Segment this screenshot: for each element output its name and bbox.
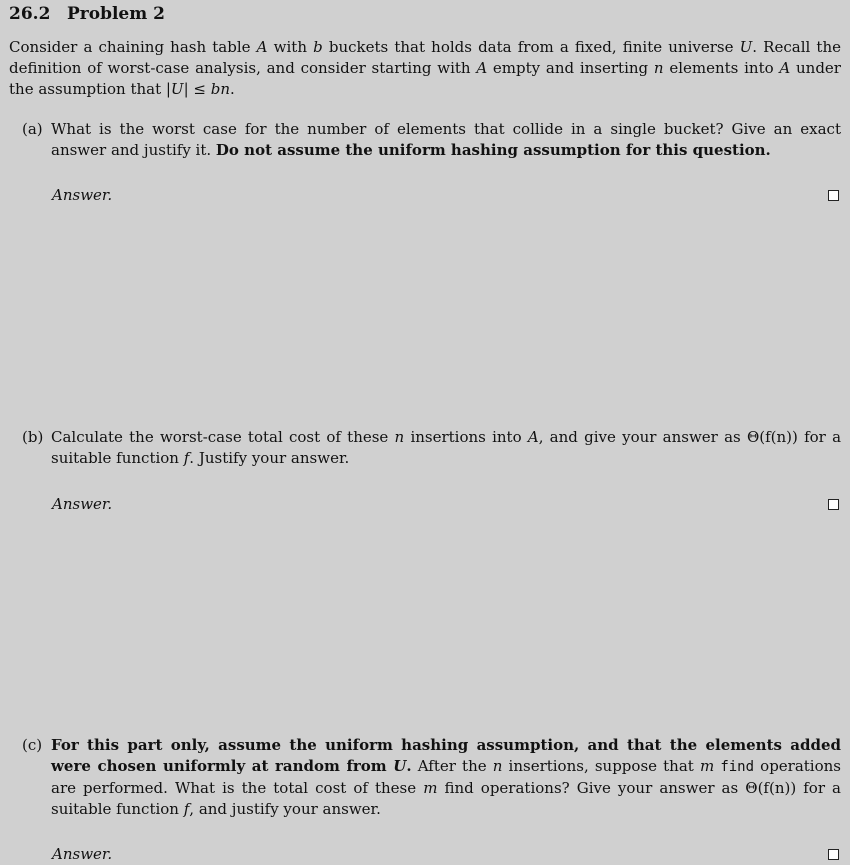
part-c-answer-label: Answer.: [52, 845, 113, 863]
part-c-label: (c): [22, 736, 43, 754]
part-a: [22, 119, 841, 161]
section-heading: [9, 4, 165, 25]
part-c-question: For this part only, assume the uniform hashing assumption, and that the elements added were chosen uniformly at random from U. After the n insertions, suppose that m find operations are performed. What is the total cost of these m find operations? Give your answer as Θ(f(n)) for a suitable function f, and justify your answer.: [51, 736, 841, 818]
part-b-label: (b): [22, 428, 44, 446]
part-a-question: What is the worst case for the number of elements that collide in a single bucket? Give an exact answer and justify it. Do not assume the uniform hashing assumption for this question.: [51, 120, 841, 159]
part-a-label: (a): [22, 120, 43, 138]
qed-box-icon: [828, 190, 839, 201]
problem-intro: Consider a chaining hash table A with b buckets that holds data from a fixed, finite universe U. Recall the definition of worst-case analysis, and consider starting with A empty and inserting n elements into A under the assumption that |U| ≤ bn.: [9, 38, 841, 98]
section-title: Problem 2: [67, 4, 165, 24]
section-number: 26.2: [9, 4, 51, 24]
part-c: [22, 735, 841, 820]
part-b-question: Calculate the worst-case total cost of these n insertions into A, and give your answer as Θ(f(n)) for a suitable function f. Justify your answer.: [51, 428, 842, 467]
part-b: [22, 427, 841, 469]
qed-box-icon: [828, 499, 839, 510]
part-a-answer-label: Answer.: [52, 186, 113, 204]
qed-box-icon: [828, 849, 839, 860]
part-b-answer-label: Answer.: [52, 495, 113, 513]
